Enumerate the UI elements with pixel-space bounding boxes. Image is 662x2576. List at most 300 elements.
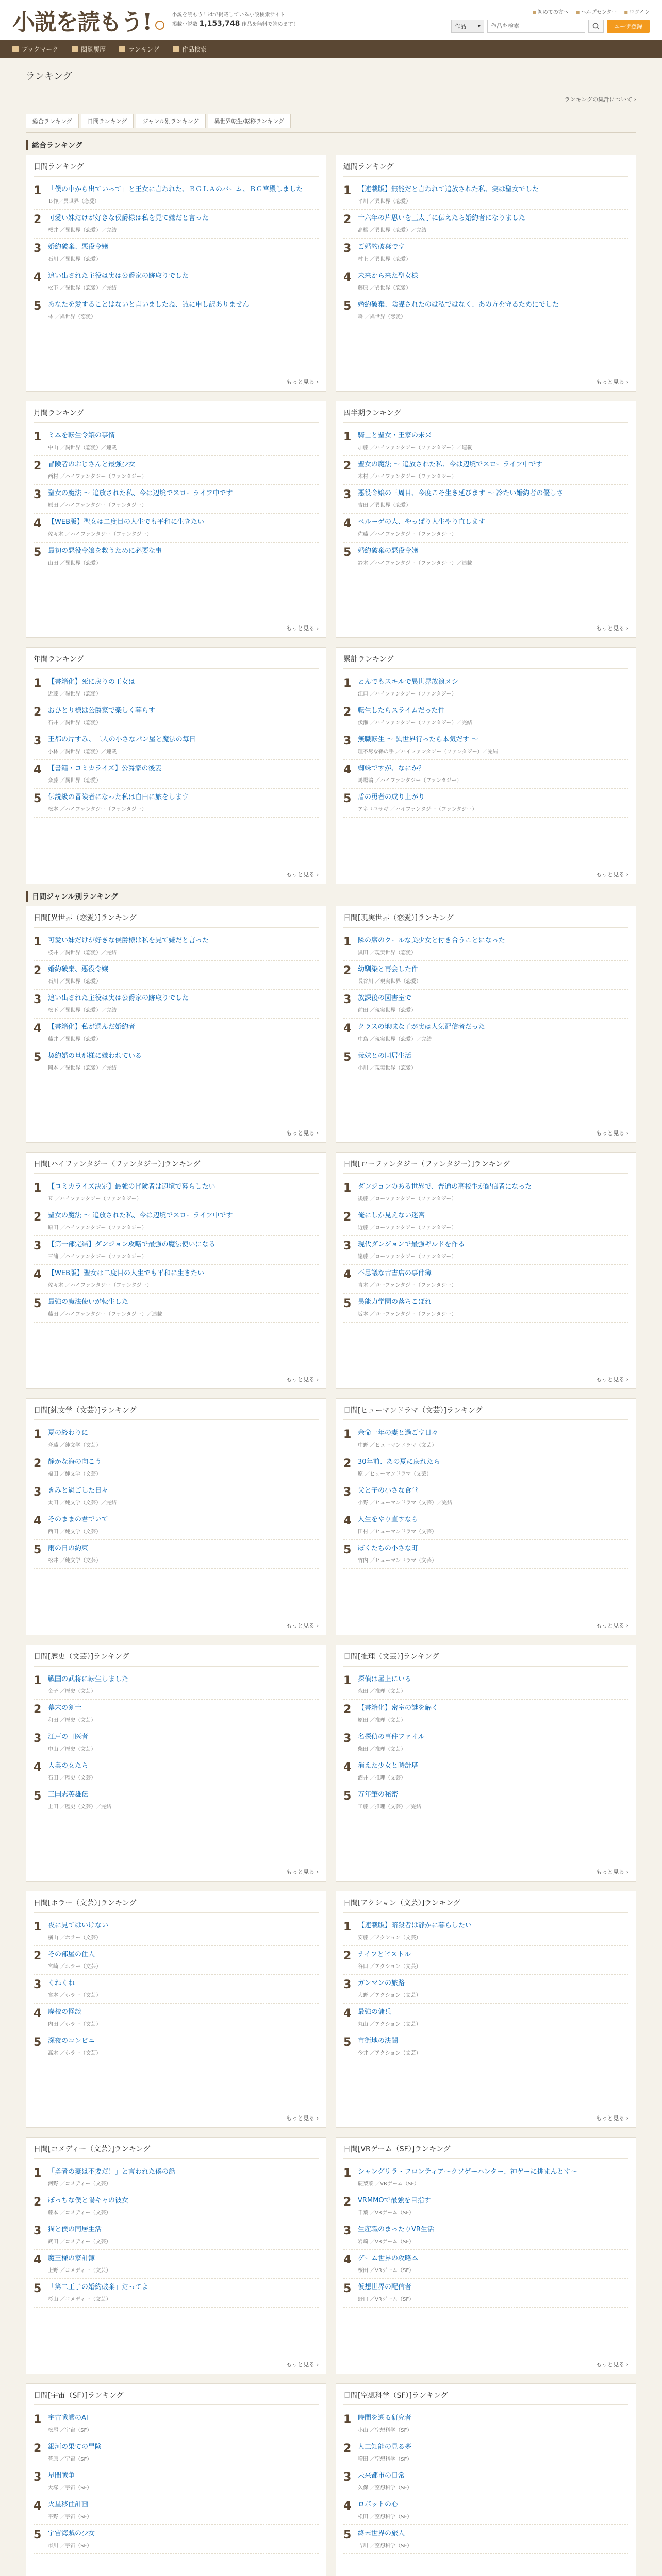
novel-title-link[interactable]: 俺にしか見えない迷宮 bbox=[358, 1212, 425, 1219]
ranking-item-body bbox=[48, 2254, 319, 2274]
ranking-item-body bbox=[358, 706, 628, 726]
novel-title-link[interactable]: 【連載版】無能だと言われて追放された私、実は聖女でした bbox=[358, 185, 539, 193]
novel-title-link[interactable]: 婚約破棄の悪役令嬢 bbox=[358, 547, 419, 555]
novel-title-link[interactable]: 未来都市の日常 bbox=[358, 2472, 405, 2480]
ranking-item-body bbox=[48, 965, 319, 985]
header-link[interactable]: ■ ログイン bbox=[624, 8, 650, 15]
novel-meta: 馬場翁 ／ハイファンタジー（ファンタジー） bbox=[358, 778, 462, 784]
novel-title-link[interactable]: 探偵は屋上にいる bbox=[358, 1675, 412, 1683]
ranking-box bbox=[26, 1645, 326, 1882]
novel-title-link[interactable]: シャングリラ・フロンティア～クソゲーハンター、神ゲーに挑まんとす～ bbox=[358, 2168, 577, 2176]
novel-title-link[interactable]: 不思議な古書店の事件簿 bbox=[358, 1269, 432, 1277]
novel-title-link[interactable]: 深夜のコンビニ bbox=[48, 2037, 95, 2045]
more-link[interactable]: もっと見る › bbox=[596, 378, 628, 386]
search-type-select[interactable]: 作品 ▾ bbox=[451, 20, 484, 33]
novel-title-link[interactable]: 大奥の女たち bbox=[48, 1762, 89, 1770]
novel-meta: 松本 ／ハイファンタジー（ファンタジー） bbox=[48, 807, 147, 812]
novel-title-link[interactable]: 【書籍・コミカライズ】公爵家の後妻 bbox=[48, 765, 162, 772]
novel-meta: 谷口 ／アクション（文芸） bbox=[358, 1964, 421, 1970]
novel-title-link[interactable]: 宇宙戦艦のAI bbox=[48, 2414, 88, 2422]
ranking-item-body bbox=[48, 185, 319, 205]
more-link[interactable]: もっと見る › bbox=[286, 2114, 319, 2122]
ranking-box-title: 日間[ヒューマンドラマ（文芸）]ランキング bbox=[343, 1405, 628, 1420]
ranking-tab[interactable]: 異世界転生/転移ランキング bbox=[208, 114, 291, 128]
ranking-box bbox=[336, 906, 636, 1143]
novel-meta: 小川 ／現実世界（恋愛） bbox=[358, 1065, 417, 1071]
rank-number: 4 bbox=[343, 517, 352, 530]
novel-title-link[interactable]: 異能力学園の落ちこぼれ bbox=[358, 1298, 432, 1306]
novel-title-link[interactable]: 【第一部完結】ダンジョン攻略で最強の魔法使いになる bbox=[48, 1241, 216, 1248]
novel-title-link[interactable]: そのままの君でいて bbox=[48, 1516, 109, 1523]
ranking-box bbox=[26, 2383, 326, 2576]
more-link[interactable]: もっと見る › bbox=[286, 2360, 319, 2368]
novel-meta: 藤本 ／コメディー（文芸） bbox=[48, 2210, 111, 2216]
ranking-item bbox=[34, 456, 319, 485]
novel-title-link[interactable]: ガンマンの旅路 bbox=[358, 1979, 405, 1987]
ranking-item-body bbox=[358, 1240, 628, 1260]
ranking-item bbox=[343, 210, 628, 239]
ranking-item bbox=[343, 1265, 628, 1294]
ranking-item bbox=[34, 514, 319, 543]
ranking-item bbox=[34, 2525, 319, 2554]
novel-title-link[interactable]: 無職転生 ～ 異世界行ったら本気だす ～ bbox=[358, 736, 478, 743]
ranking-item bbox=[343, 2163, 628, 2192]
novel-title-link[interactable]: 市街地の決闘 bbox=[358, 2037, 399, 2045]
ranking-item-body bbox=[358, 2471, 628, 2492]
ranking-grid bbox=[26, 906, 636, 2576]
ranking-item bbox=[34, 990, 319, 1019]
novel-title-link[interactable]: 最強の魔法使いが転生した bbox=[48, 1298, 129, 1306]
section-title: 総合ランキング bbox=[26, 140, 636, 150]
novel-title-link[interactable]: 伝説級の冒険者になった私は自由に旅をします bbox=[48, 793, 189, 801]
novel-title-link[interactable]: 聖女の魔法 ～ 追放された私、今は辺境でスローライフ中です bbox=[48, 1212, 233, 1219]
novel-title-link[interactable]: 仮想世界の配信者 bbox=[358, 2283, 412, 2291]
ranking-item bbox=[343, 1453, 628, 1482]
rank-number: 4 bbox=[343, 2500, 352, 2513]
novel-meta: 後藤 ／ローファンタジー（ファンタジー） bbox=[358, 1196, 457, 1202]
header-link[interactable]: ■ ヘルプセンター bbox=[576, 8, 617, 15]
more-link[interactable]: もっと見る › bbox=[286, 378, 319, 386]
rank-number: 1 bbox=[34, 1182, 42, 1195]
novel-meta: 原田 ／ハイファンタジー（ファンタジー） bbox=[48, 503, 147, 509]
ranking-item-body bbox=[48, 1733, 319, 1753]
nav-item[interactable] bbox=[119, 45, 159, 54]
novel-title-link[interactable]: 隣の席のクールな美少女と付き合うことになった bbox=[358, 937, 505, 944]
ranking-box-title: 日間[現実世界（恋愛）]ランキング bbox=[343, 912, 628, 928]
novel-title-link[interactable]: 星間戦争 bbox=[48, 2472, 75, 2480]
ranking-box bbox=[26, 1891, 326, 2128]
ranking-item-body bbox=[48, 300, 319, 320]
novel-meta: 斉藤 ／純文学（文芸） bbox=[48, 1443, 102, 1448]
novel-title-link[interactable]: 冒険者のおじさんと最強少女 bbox=[48, 461, 136, 468]
novel-title-link[interactable]: 【書籍化】死に戻りの王女は bbox=[48, 678, 136, 686]
ranking-item bbox=[34, 1178, 319, 1207]
user-register-button[interactable]: ユーザ登録 bbox=[607, 20, 650, 33]
novel-title-link[interactable]: 放課後の図書室で bbox=[358, 994, 412, 1002]
ranking-box bbox=[26, 647, 326, 884]
ranking-item bbox=[34, 1671, 319, 1700]
ranking-item-body bbox=[48, 2008, 319, 2028]
rank-number: 5 bbox=[343, 2529, 352, 2541]
crown-icon bbox=[119, 46, 125, 52]
ranking-item-body bbox=[48, 936, 319, 956]
ranking-tab[interactable]: 総合ランキング bbox=[26, 114, 79, 128]
novel-meta: 加藤 ／ハイファンタジー（ファンタジー）／連載 bbox=[358, 445, 472, 451]
novel-title-link[interactable]: 義妹との同居生活 bbox=[358, 1052, 412, 1060]
novel-title-link[interactable]: 【書籍化】密室の謎を解く bbox=[358, 1704, 439, 1712]
ranking-item-body bbox=[48, 1269, 319, 1289]
novel-title-link[interactable]: 名探偵の事件ファイル bbox=[358, 1733, 425, 1741]
novel-title-link[interactable]: 「勇者の妻は不要だ！」と言われた僕の話 bbox=[48, 2168, 176, 2176]
rank-number: 4 bbox=[34, 517, 42, 530]
ranking-item-body bbox=[48, 2167, 319, 2188]
rank-number: 4 bbox=[343, 1268, 352, 1281]
tagline-line2: 掲載小説数 1,153,748 作品を無料で読めます！ bbox=[172, 20, 299, 28]
novel-meta: 藤田 ／ハイファンタジー（ファンタジー）／連載 bbox=[48, 1312, 162, 1317]
novel-meta: 桜井 ／異世界（恋愛）／完結 bbox=[48, 228, 117, 233]
novel-title-link[interactable]: おひとり様は公爵家で楽しく暮らす bbox=[48, 707, 156, 715]
rank-number: 4 bbox=[343, 1515, 352, 1528]
ranking-item bbox=[343, 1047, 628, 1076]
ranking-item-body bbox=[358, 1182, 628, 1202]
novel-meta: 中山 ／異世界（恋愛）／連載 bbox=[48, 445, 117, 451]
novel-meta: 原 ／ヒューマンドラマ（文芸） bbox=[358, 1471, 432, 1477]
ranking-item bbox=[34, 1540, 319, 1569]
novel-title-link[interactable]: 夜に見てはいけない bbox=[48, 1922, 109, 1929]
rank-number: 4 bbox=[343, 1022, 352, 1035]
rank-number: 5 bbox=[34, 1297, 42, 1310]
rank-number: 5 bbox=[34, 1544, 42, 1556]
ranking-item-body bbox=[358, 1544, 628, 1564]
ranking-item-body bbox=[48, 1921, 319, 1941]
ranking-item-body bbox=[48, 272, 319, 292]
novel-meta: 森田 ／推理（文芸） bbox=[358, 1689, 406, 1694]
novel-meta: 増田 ／空想科学（SF） bbox=[358, 2456, 412, 2462]
rank-number: 3 bbox=[34, 1240, 42, 1252]
ranking-tab[interactable]: ジャンル別ランキング bbox=[136, 114, 205, 128]
ranking-help-link[interactable]: ランキングの集計について › bbox=[564, 96, 636, 103]
rank-number: 1 bbox=[343, 2413, 352, 2426]
ranking-box bbox=[336, 1645, 636, 1882]
rank-number: 1 bbox=[343, 1921, 352, 1934]
novel-title-link[interactable]: 三国志英雄伝 bbox=[48, 1791, 89, 1799]
rank-number: 2 bbox=[34, 2442, 42, 2455]
novel-title-link[interactable]: 未来から来た聖女様 bbox=[358, 272, 419, 280]
ranking-item-body bbox=[48, 1298, 319, 1318]
novel-title-link[interactable]: 幼馴染と再会した件 bbox=[358, 965, 419, 973]
ranking-item-body bbox=[358, 1429, 628, 1449]
ranking-item bbox=[34, 210, 319, 239]
ranking-item-body bbox=[358, 214, 628, 234]
rank-number: 5 bbox=[34, 2036, 42, 2049]
ranking-item-body bbox=[358, 2443, 628, 2463]
search-input[interactable] bbox=[487, 20, 585, 33]
more-link[interactable]: もっと見る › bbox=[596, 1129, 628, 1137]
novel-title-link[interactable]: 婚約破棄、陰謀されたのは私ではなく、あの方を守るためにでした bbox=[358, 301, 559, 309]
ranking-item-body bbox=[48, 1544, 319, 1564]
novel-title-link[interactable]: 人工知能の見る夢 bbox=[358, 2443, 412, 2451]
novel-title-link[interactable]: 銀河の果ての冒険 bbox=[48, 2443, 102, 2451]
rank-number: 4 bbox=[343, 271, 352, 284]
ranking-box bbox=[336, 2137, 636, 2374]
ranking-item bbox=[343, 1482, 628, 1511]
novel-title-link[interactable]: 追い出された主役は実は公爵家の跡取りでした bbox=[48, 994, 189, 1002]
novel-title-link[interactable]: 父と子の小さな食堂 bbox=[358, 1487, 419, 1495]
more-link[interactable]: もっと見る › bbox=[596, 1375, 628, 1383]
ranking-item-body bbox=[48, 793, 319, 813]
search-button[interactable] bbox=[588, 20, 604, 33]
novel-title-link[interactable]: 騎士と聖女・王家の未来 bbox=[358, 432, 432, 439]
more-link[interactable]: もっと見る › bbox=[596, 624, 628, 632]
ranking-box bbox=[26, 1398, 326, 1635]
ranking-tab[interactable]: 日間ランキング bbox=[81, 114, 134, 128]
ranking-item bbox=[343, 1917, 628, 1946]
ranking-item bbox=[34, 267, 319, 296]
rank-number: 5 bbox=[343, 546, 352, 559]
ranking-item-body bbox=[358, 1979, 628, 1999]
novel-title-link[interactable]: 時間を遡る研究者 bbox=[358, 2414, 412, 2422]
ranking-item bbox=[343, 961, 628, 990]
novel-title-link[interactable]: 【WEB版】聖女は二度目の人生でも平和に生きたい bbox=[48, 1269, 204, 1277]
novel-title-link[interactable]: 婚約破棄、悪役令嬢 bbox=[48, 965, 109, 973]
rank-number: 5 bbox=[34, 1051, 42, 1064]
more-link[interactable]: もっと見る › bbox=[596, 1621, 628, 1630]
rank-number: 5 bbox=[343, 1544, 352, 1556]
novel-title-link[interactable]: 「第二王子の婚約破棄」だってよ bbox=[48, 2283, 149, 2291]
ranking-item-body bbox=[358, 793, 628, 813]
ranking-item bbox=[343, 2221, 628, 2250]
ranking-item-body bbox=[48, 547, 319, 567]
novel-meta: 和田 ／歴史（文芸） bbox=[48, 1718, 96, 1723]
novel-title-link[interactable]: 追い出された主役は実は公爵家の跡取りでした bbox=[48, 272, 189, 280]
nav-item[interactable] bbox=[12, 45, 58, 54]
novel-meta: 岩崎 ／VRゲーム（SF） bbox=[358, 2239, 415, 2245]
rank-number: 3 bbox=[34, 1732, 42, 1745]
novel-title-link[interactable]: 夏の終わりに bbox=[48, 1429, 89, 1437]
novel-meta: 石田 ／歴史（文芸） bbox=[48, 1775, 96, 1781]
novel-title-link[interactable]: 現代ダンジョンで最強ギルドを作る bbox=[358, 1241, 465, 1248]
ranking-item-body bbox=[358, 677, 628, 698]
novel-title-link[interactable]: 契約婚の旦那様に嫌われている bbox=[48, 1052, 142, 1060]
more-link[interactable]: もっと見る › bbox=[286, 624, 319, 632]
novel-title-link[interactable]: 最初の悪役令嬢を救うために必要な事 bbox=[48, 547, 162, 555]
novel-meta: 前田 ／現実世界（恋愛） bbox=[358, 1008, 417, 1013]
ranking-item bbox=[34, 1728, 319, 1757]
novel-title-link[interactable]: 可愛い妹だけが好きな侯爵様は私を見て嫌だと言った bbox=[48, 937, 209, 944]
novel-title-link[interactable]: ペルーゲの人、やっぱり人生やり直します bbox=[358, 518, 486, 526]
ranking-item-body bbox=[48, 1790, 319, 1810]
rank-number: 4 bbox=[34, 2007, 42, 2020]
history-icon bbox=[72, 46, 78, 52]
novel-title-link[interactable]: ロボットの心 bbox=[358, 2501, 399, 2509]
header-link[interactable]: ■ 初めての方へ bbox=[533, 8, 569, 15]
more-link[interactable]: もっと見る › bbox=[596, 2360, 628, 2368]
novel-title-link[interactable]: 戦国の武将に転生しました bbox=[48, 1675, 129, 1683]
more-link[interactable]: もっと見る › bbox=[286, 870, 319, 878]
ranking-item bbox=[34, 2032, 319, 2061]
ranking-item bbox=[343, 267, 628, 296]
novel-title-link[interactable]: 盾の勇者の成り上がり bbox=[358, 793, 425, 801]
novel-meta: 硬梨菜 ／VRゲーム（SF） bbox=[358, 2181, 420, 2187]
ranking-item-body bbox=[358, 2283, 628, 2303]
novel-meta: 桜田 ／VRゲーム（SF） bbox=[358, 2268, 415, 2274]
ranking-item-body bbox=[358, 2167, 628, 2188]
novel-title-link[interactable]: VRMMOで最強を目指す bbox=[358, 2197, 431, 2205]
rank-number: 3 bbox=[34, 488, 42, 501]
novel-title-link[interactable]: 婚約破棄、悪役令嬢 bbox=[48, 243, 109, 251]
more-link[interactable]: もっと見る › bbox=[286, 1868, 319, 1876]
novel-title-link[interactable]: ナイフとピストル bbox=[358, 1951, 411, 1958]
more-link[interactable]: もっと見る › bbox=[286, 1129, 319, 1137]
novel-title-link[interactable]: 30年前、あの夏に戻れたら bbox=[358, 1458, 440, 1466]
novel-title-link[interactable]: 猫と僕の同居生活 bbox=[48, 2226, 102, 2233]
novel-title-link[interactable]: 万年筆の秘密 bbox=[358, 1791, 399, 1799]
ranking-item-body bbox=[48, 735, 319, 755]
rank-number: 5 bbox=[34, 546, 42, 559]
rank-number: 3 bbox=[343, 735, 352, 748]
ranking-item-body bbox=[358, 2196, 628, 2216]
ranking-box-title: 日間[アクション（文芸）]ランキング bbox=[343, 1897, 628, 1913]
novel-title-link[interactable]: 転生したらスライムだった件 bbox=[358, 707, 445, 715]
ranking-item bbox=[34, 673, 319, 702]
novel-title-link[interactable]: 生産職のまったりVR生活 bbox=[358, 2226, 434, 2233]
ranking-item bbox=[343, 990, 628, 1019]
novel-title-link[interactable]: ご婚約破棄です bbox=[358, 243, 405, 251]
novel-title-link[interactable]: 静かな海の向こう bbox=[48, 1458, 102, 1466]
novel-meta: 久保 ／空想科学（SF） bbox=[358, 2485, 412, 2491]
ranking-item bbox=[34, 2004, 319, 2032]
ranking-item bbox=[34, 485, 319, 514]
rank-number: 3 bbox=[343, 993, 352, 1006]
rank-number: 2 bbox=[34, 2196, 42, 2209]
novel-title-link[interactable]: 聖女の魔法 ～ 追放された私、今は辺境でスローライフ中です bbox=[48, 489, 233, 497]
ranking-item bbox=[343, 1511, 628, 1540]
novel-title-link[interactable]: 聖女の魔法 ～ 追放された私、今は辺境でスローライフ中です bbox=[358, 461, 543, 468]
ranking-item bbox=[343, 2250, 628, 2279]
novel-title-link[interactable]: 【WEB版】聖女は二度目の人生でも平和に生きたい bbox=[48, 518, 204, 526]
novel-title-link[interactable]: 十六年の片思いを王太子に伝えたら婚約者になりました bbox=[358, 214, 526, 222]
novel-title-link[interactable]: 「僕の中から出ていって」と王女に言われた、ＢＧＬＡのバーム、ＢＧ宮殿しました bbox=[48, 185, 303, 193]
more-link[interactable]: もっと見る › bbox=[596, 2114, 628, 2122]
novel-title-link[interactable]: 江戸の町医者 bbox=[48, 1733, 89, 1741]
ranking-item bbox=[343, 1425, 628, 1453]
ranking-item bbox=[34, 1700, 319, 1728]
novel-title-link[interactable]: 幕末の剣士 bbox=[48, 1704, 82, 1712]
novel-meta: 松下 ／異世界（恋愛）／完結 bbox=[48, 285, 117, 291]
ranking-box-title: 日間[純文学（文芸）]ランキング bbox=[34, 1405, 319, 1420]
novel-title-link[interactable]: ぼくたちの小さな町 bbox=[358, 1545, 419, 1552]
novel-meta: 吉田 ／異世界（恋愛） bbox=[358, 503, 411, 509]
ranking-item bbox=[343, 2525, 628, 2554]
ranking-item bbox=[34, 1482, 319, 1511]
novel-title-link[interactable]: 【コミカライズ決定】最強の冒険者は辺境で暮らしたい bbox=[48, 1183, 216, 1191]
novel-title-link[interactable]: 終末世界の旅人 bbox=[358, 2530, 405, 2537]
novel-meta: 松井 ／純文学（文芸） bbox=[48, 1558, 102, 1564]
site-logo[interactable] bbox=[12, 4, 164, 37]
novel-title-link[interactable]: 蜘蛛ですが、なにか？ bbox=[358, 765, 425, 772]
novel-meta: 斎藤 ／異世界（恋愛） bbox=[48, 778, 102, 784]
more-link[interactable]: もっと見る › bbox=[286, 1621, 319, 1630]
ranking-item bbox=[343, 1728, 628, 1757]
ranking-item-body bbox=[48, 2443, 319, 2463]
novel-meta: 伏瀬 ／ハイファンタジー（ファンタジー）／完結 bbox=[358, 720, 472, 726]
ranking-item-body bbox=[48, 1182, 319, 1202]
nav-item[interactable] bbox=[72, 45, 106, 54]
novel-title-link[interactable]: 人生をやり直すなら bbox=[358, 1516, 419, 1523]
rank-number: 1 bbox=[34, 184, 42, 197]
novel-title-link[interactable]: 【連載版】暗殺者は静かに暮らしたい bbox=[358, 1922, 472, 1929]
more-link[interactable]: もっと見る › bbox=[286, 1375, 319, 1383]
rank-number: 5 bbox=[34, 1790, 42, 1803]
ranking-item-body bbox=[48, 2414, 319, 2434]
rank-number: 1 bbox=[343, 184, 352, 197]
ranking-item bbox=[34, 1207, 319, 1236]
more-link[interactable]: もっと見る › bbox=[596, 1868, 628, 1876]
novel-title-link[interactable]: とんでもスキルで異世界放浪メシ bbox=[358, 678, 458, 686]
novel-title-link[interactable]: 悪役令嬢の三周目、今度こそ生き延びます ～ 冷たい婚約者の優しさ bbox=[358, 489, 564, 497]
rank-number: 4 bbox=[34, 1761, 42, 1774]
novel-title-link[interactable]: 雨の日の約束 bbox=[48, 1545, 89, 1552]
novel-title-link[interactable]: きみと過ごした日々 bbox=[48, 1487, 109, 1495]
novel-title-link[interactable]: 可愛い妹だけが好きな侯爵様は私を見て嫌だと言った bbox=[48, 214, 209, 222]
ranking-item-body bbox=[48, 1211, 319, 1231]
novel-title-link[interactable]: 火星移住計画 bbox=[48, 2501, 89, 2509]
ranking-item bbox=[34, 1047, 319, 1076]
ranking-item bbox=[343, 2279, 628, 2308]
novel-title-link[interactable]: ミ本を転生令嬢の事情 bbox=[48, 432, 115, 439]
more-link[interactable]: もっと見る › bbox=[596, 870, 628, 878]
ranking-item bbox=[34, 1786, 319, 1815]
novel-title-link[interactable]: 宇宙海賊の少女 bbox=[48, 2530, 95, 2537]
nav-item[interactable] bbox=[173, 45, 207, 54]
novel-title-link[interactable]: 最強の傭兵 bbox=[358, 2008, 392, 2016]
novel-title-link[interactable]: 【書籍化】私が選んだ婚約者 bbox=[48, 1023, 136, 1031]
novel-title-link[interactable]: くねくね bbox=[48, 1979, 75, 1987]
ranking-item bbox=[343, 2032, 628, 2061]
novel-title-link[interactable]: ダンジョンのある世界で、普通の高校生が配信者になった bbox=[358, 1183, 532, 1191]
novel-title-link[interactable]: ぼっちな僕と陽キャの彼女 bbox=[48, 2197, 129, 2205]
ranking-item bbox=[343, 514, 628, 543]
novel-title-link[interactable]: その部屋の住人 bbox=[48, 1951, 95, 1958]
novel-title-link[interactable]: 余命一年の妻と過ごす日々 bbox=[358, 1429, 439, 1437]
ranking-item bbox=[343, 2192, 628, 2221]
rank-number: 5 bbox=[343, 2282, 352, 2295]
rank-number: 4 bbox=[34, 1515, 42, 1528]
novel-title-link[interactable]: 消えた少女と時計塔 bbox=[358, 1762, 419, 1770]
novel-title-link[interactable]: 魔王様の家計簿 bbox=[48, 2255, 95, 2262]
novel-meta: 佐々木 ／ハイファンタジー（ファンタジー） bbox=[48, 532, 152, 537]
ranking-item-body bbox=[48, 460, 319, 480]
novel-meta: 宮崎 ／ホラー（文芸） bbox=[48, 1964, 102, 1970]
ranking-item-body bbox=[358, 2254, 628, 2274]
rank-number: 1 bbox=[343, 1428, 352, 1441]
header-links bbox=[533, 8, 650, 15]
search-icon bbox=[173, 46, 179, 52]
novel-title-link[interactable]: 王都の片すみ、二人の小さなパン屋と魔法の毎日 bbox=[48, 736, 196, 743]
novel-title-link[interactable]: あなたを愛することはないと言いましたね、誠に申し訳ありません bbox=[48, 301, 250, 309]
rank-number: 5 bbox=[343, 2036, 352, 2049]
ranking-item-body bbox=[358, 1761, 628, 1782]
novel-title-link[interactable]: ゲーム世界の攻略本 bbox=[358, 2255, 419, 2262]
rank-number: 2 bbox=[343, 706, 352, 719]
rank-number: 3 bbox=[34, 2471, 42, 2484]
ranking-item-body bbox=[48, 2225, 319, 2245]
novel-title-link[interactable]: 廃校の怪談 bbox=[48, 2008, 82, 2016]
ranking-box-title: 日間[ハイファンタジー（ファンタジー）]ランキング bbox=[34, 1159, 319, 1174]
ranking-item-body bbox=[48, 214, 319, 234]
nav-item-label: 閲覧履歴 bbox=[81, 45, 106, 53]
novel-title-link[interactable]: クラスの地味な子が実は人気配信者だった bbox=[358, 1023, 485, 1031]
